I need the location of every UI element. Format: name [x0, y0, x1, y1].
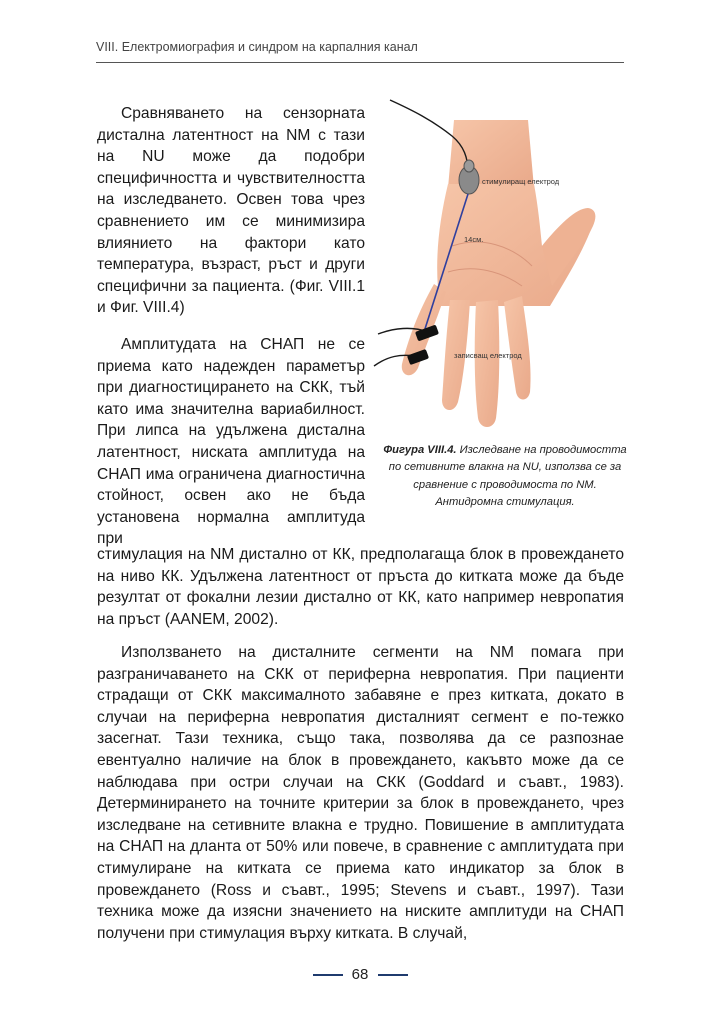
paragraph-2-end	[97, 544, 624, 630]
label-stim-electrode: стимулиращ електрод	[482, 177, 560, 186]
page-footer	[0, 963, 721, 987]
label-record-electrode: записващ електрод	[454, 351, 522, 360]
footer-rule-left	[313, 974, 343, 976]
figure-caption	[382, 442, 628, 512]
paragraph-3-text: Използването на дисталните сегменти на NM помага при разграничаването на СКК от периферна невропатия. При пациенти страдащи от СКК максималното забавяне е през китката, докато в случаи на периферна невропатия дисталният сегмент е по-тежко засегнат. Тази техника, също така, позволява да се разпознае евентуално наличие на блок в провеждането, какъвто може да се наблюдава при остри случаи на СКК (Goddard и съавт., 1983). Детерминирането на точните критерии за блок в провеждането, чрез изследване на сетивните влакна е трудно. Повишение в амплитудата на СНАП на дланта от 50% или повече, в сравнение с амплитудата при стимулиране на китката се приема като индикатор за блок в провеждането (Ross и съавт., 1995; Stevens и съавт., 1997). Тази техника може да изясни значението на ниските амплитуди на СНАП получени при стимулация върху китката. В случай,	[97, 644, 624, 942]
footer-rule-right	[378, 974, 408, 976]
figure-hand-illustration	[372, 96, 628, 436]
page-number: 68	[351, 966, 369, 983]
running-header	[96, 38, 624, 63]
paragraph-2-start-text: Амплитудата на СНАП не се приема като надежден параметър при диагностицирането на СКК, тъй като има значителна вариабилност. При липса на удължена дистална латентност, ниската амплитуда на СНАП има ограничена диагностична стойност, освен ако не бъда установена нормална амплитуда при	[97, 336, 365, 548]
index-finger	[504, 296, 531, 400]
caption-text: Изследване на проводимостта по сетивните влакна на NU, използва се за сравнение с проводимоста по NM. Антидромна стимулация.	[388, 444, 627, 509]
caption-bold: Фигура VIII.4.	[383, 444, 457, 456]
paragraph-1-text: Сравняването на сензорната дистална латентност на NM с тази на NU може да подобри специфичността и чувствителността на изследването. Освен това чрез сравнението им се минимизира влиянието на фактори като температура, възраст, ръст и други специфични за пациента. (Фиг. VIII.1 и Фиг. VIII.4)	[97, 105, 365, 317]
paragraph-1	[97, 103, 365, 319]
paragraph-2-start	[97, 334, 365, 550]
header-title: VIII. Електромиография и синдром на карпалния канал	[96, 40, 418, 54]
stim-electrode-tip	[464, 160, 474, 172]
paragraph-3	[97, 642, 624, 944]
middle-finger	[475, 300, 500, 427]
paragraph-2-end-text: стимулация на NM дистално от КК, предполагаща блок в провеждането на ниво КК. Удължена латентност от пръста до китката може да бъде резултат от фокални лезии дистално от КК, като например невропатия на пръст (AANEM, 2002).	[97, 546, 624, 628]
hand-illustration	[372, 96, 628, 436]
label-distance: 14см.	[464, 235, 484, 244]
